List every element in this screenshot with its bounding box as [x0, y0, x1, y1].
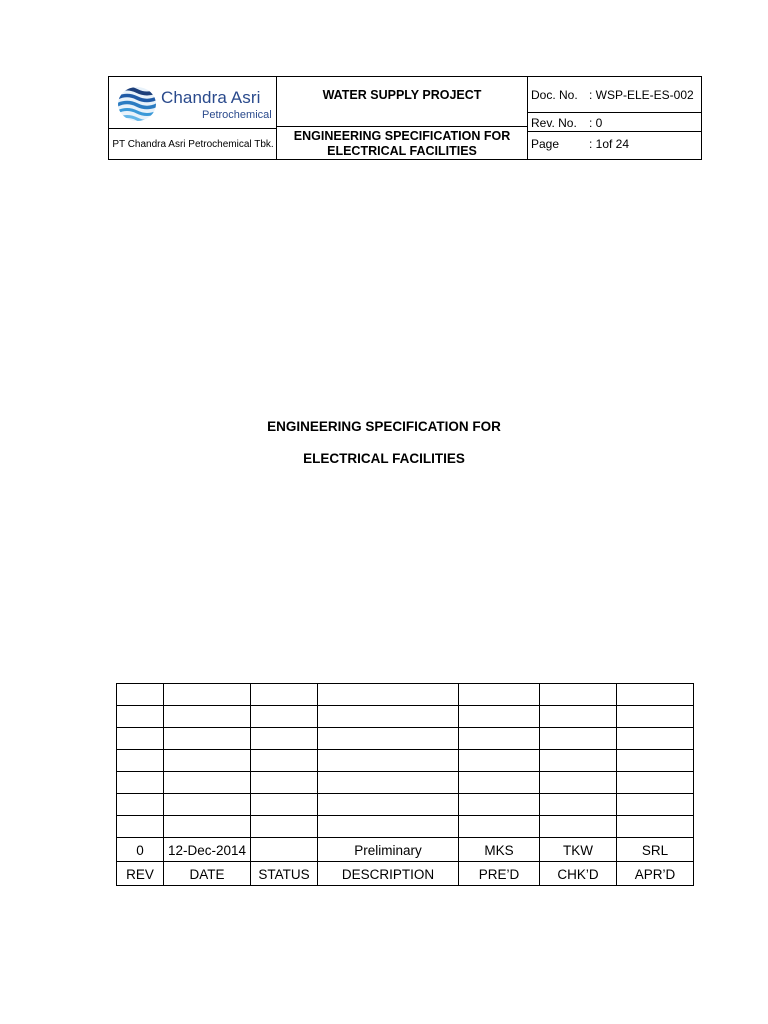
date-cell: 12-Dec-2014 — [164, 838, 251, 862]
table-cell — [251, 794, 318, 816]
revision-row — [117, 838, 694, 862]
table-cell — [117, 684, 164, 706]
table-cell — [617, 750, 694, 772]
rev-no-value: : 0 — [589, 116, 603, 130]
table-cell — [164, 750, 251, 772]
table-cell — [459, 728, 540, 750]
table-cell — [164, 728, 251, 750]
wave-globe-icon — [117, 86, 157, 122]
table-cell — [117, 706, 164, 728]
table-cell — [117, 750, 164, 772]
table-cell — [318, 816, 459, 838]
doc-no-field — [528, 77, 702, 111]
table-cell — [318, 684, 459, 706]
description-header: DESCRIPTION — [318, 862, 459, 886]
spec-title-line1: ENGINEERING SPECIFICATION FOR — [293, 128, 511, 143]
company-name: PT Chandra Asri Petrochemical Tbk. — [112, 139, 274, 150]
revision-table — [116, 683, 694, 886]
table-cell — [540, 772, 617, 794]
spec-title-line2: ELECTRICAL FACILITIES — [327, 143, 477, 158]
table-cell — [318, 750, 459, 772]
doc-no-value: : WSP-ELE-ES-002 — [589, 88, 694, 102]
table-cell — [164, 706, 251, 728]
document-title-line2: ELECTRICAL FACILITIES — [303, 451, 465, 466]
table-cell — [540, 706, 617, 728]
aprd-header: APR’D — [617, 862, 694, 886]
table-cell — [540, 684, 617, 706]
rev-header: REV — [117, 862, 164, 886]
table-cell — [617, 794, 694, 816]
table-cell — [318, 728, 459, 750]
page-value: : 1of 24 — [589, 137, 630, 151]
chkd-header: CHK’D — [540, 862, 617, 886]
table-cell — [251, 772, 318, 794]
table-cell — [459, 794, 540, 816]
status-header: STATUS — [251, 862, 318, 886]
table-cell — [251, 816, 318, 838]
table-cell — [318, 706, 459, 728]
table-cell — [251, 684, 318, 706]
table-cell — [318, 794, 459, 816]
empty-row — [117, 816, 694, 838]
document-header — [108, 76, 702, 160]
status-cell — [251, 838, 318, 862]
table-cell — [164, 772, 251, 794]
table-cell — [251, 750, 318, 772]
table-cell — [459, 772, 540, 794]
doc-no-label: Doc. No. — [531, 88, 578, 102]
table-cell — [617, 706, 694, 728]
date-header: DATE — [164, 862, 251, 886]
table-cell — [540, 728, 617, 750]
empty-row — [117, 706, 694, 728]
table-cell — [540, 816, 617, 838]
table-cell — [117, 816, 164, 838]
table-cell — [617, 728, 694, 750]
empty-row — [117, 728, 694, 750]
table-cell — [251, 728, 318, 750]
table-cell — [459, 706, 540, 728]
table-cell — [617, 816, 694, 838]
project-title: WATER SUPPLY PROJECT — [322, 88, 482, 102]
empty-row — [117, 794, 694, 816]
page-label: Page — [531, 137, 560, 151]
rev-cell: 0 — [117, 838, 164, 862]
rev-no-label: Rev. No. — [531, 116, 577, 130]
empty-row — [117, 750, 694, 772]
description-cell: Preliminary — [318, 838, 459, 862]
table-cell — [164, 816, 251, 838]
empty-row — [117, 772, 694, 794]
table-cell — [540, 794, 617, 816]
chkd-cell: TKW — [540, 838, 617, 862]
pred-header: PRE’D — [459, 862, 540, 886]
header-row — [117, 862, 694, 886]
table-cell — [164, 684, 251, 706]
table-cell — [318, 772, 459, 794]
pred-cell: MKS — [459, 838, 540, 862]
table-cell — [117, 794, 164, 816]
table-cell — [459, 750, 540, 772]
table-cell — [459, 684, 540, 706]
table-cell — [459, 816, 540, 838]
logo-subtitle: Petrochemical — [202, 109, 272, 121]
table-cell — [617, 684, 694, 706]
logo-name: Chandra Asri — [161, 88, 261, 107]
rev-no-field — [528, 113, 702, 131]
page-field — [528, 132, 702, 160]
document-title-line1: ENGINEERING SPECIFICATION FOR — [267, 419, 501, 434]
company-logo — [109, 77, 277, 129]
table-cell — [164, 794, 251, 816]
table-cell — [540, 750, 617, 772]
table-cell — [117, 728, 164, 750]
spec-title — [277, 127, 527, 160]
table-cell — [251, 706, 318, 728]
aprd-cell: SRL — [617, 838, 694, 862]
empty-row — [117, 684, 694, 706]
table-cell — [617, 772, 694, 794]
table-cell — [117, 772, 164, 794]
